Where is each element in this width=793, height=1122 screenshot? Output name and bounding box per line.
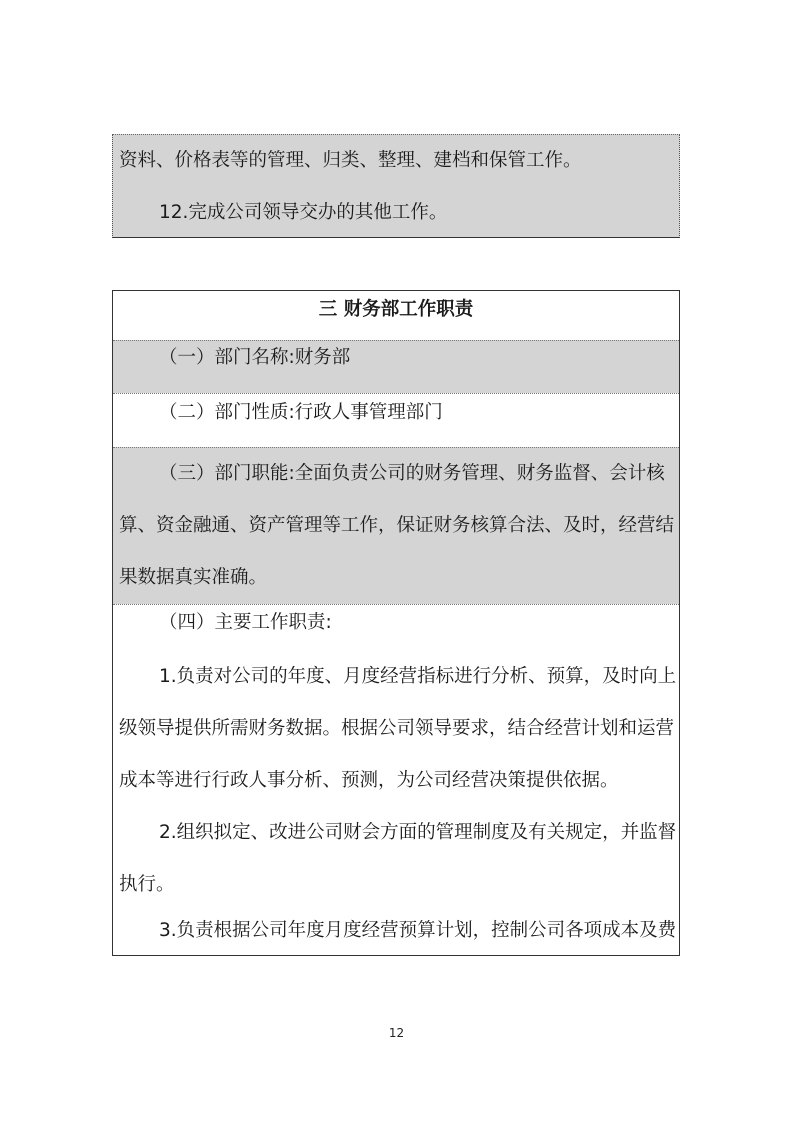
text-line: （三）部门职能:全面负责公司的财务管理、财务监督、会计核 [159,463,665,484]
page-number: 12 [388,1026,405,1040]
section-heading: 三 财务部工作职责 [318,299,474,320]
dept-name: （一）部门名称:财务部 [159,347,351,368]
text-line: （四）主要工作职责: [159,612,332,633]
section-heading-row [113,291,679,340]
dept-nature-row [113,393,679,447]
finance-dept-duties-table [112,290,680,956]
text-line: 12.完成公司领导交办的其他工作。 [159,202,448,223]
text-line: 2.组织拟定、改进公司财会方面的管理制度及有关规定，并监督 [159,822,677,843]
text-line: 执行。 [119,874,175,895]
dept-function-row [113,447,679,604]
main-duties-row [113,604,679,955]
continued-duties-box [112,134,680,238]
text-line: 1.负责对公司的年度、月度经营指标进行分析、预算，及时向上 [159,666,677,687]
text-line: 资料、价格表等的管理、归类、整理、建档和保管工作。 [119,150,582,171]
text-line: 算、资金融通、资产管理等工作，保证财务核算合法、及时，经营结 [119,515,675,536]
text-line: 果数据真实准确。 [119,567,268,588]
text-line: 成本等进行行政人事分析、预测，为公司经营决策提供依据。 [119,770,619,791]
dept-nature: （二）部门性质:行政人事管理部门 [159,402,443,423]
text-line: 级领导提供所需财务数据。根据公司领导要求，结合经营计划和运营 [119,718,675,739]
text-line: 3.负责根据公司年度月度经营预算计划，控制公司各项成本及费 [159,920,677,941]
dept-name-row [113,340,679,393]
